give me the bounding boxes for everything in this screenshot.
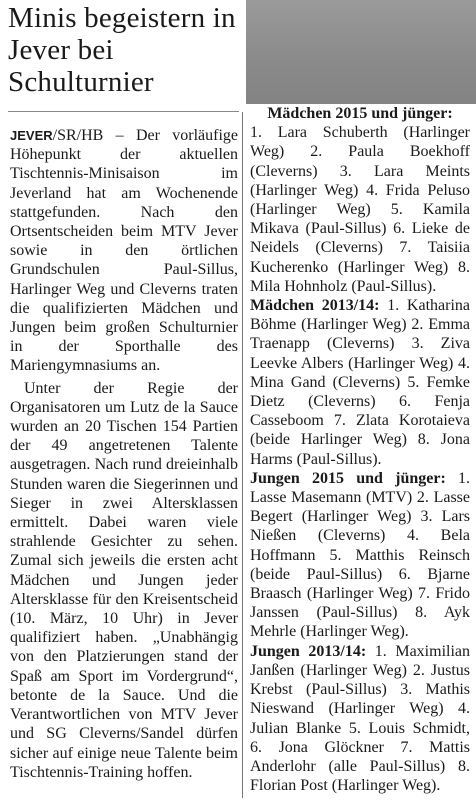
article-body-column [10, 126, 238, 782]
result-list-boys-2013: 1. Maximilian Janßen (Harlinger Weg) 2. Justus Krebst (Paul-Sillus) 3. Mathis Nieswand (Harlinger Weg) 4. Julian Blanke 5. Louis Schmidt, 6. Jona Glöckner 7. Mattis Anderlohr (alle Paul-Sillus) 8. Florian Post (Harlinger Weg). [250, 642, 471, 795]
article-paragraph-1-text: – Der vorläufige Höhepunkt der aktuellen Tischtennis-Minisaison im Jeverland hat am Wochenende stattgefunden. Nach den Ortsentscheiden beim MTV Jever sowie in den örtlichen Grundschulen Paul-Sillus, Harlinger Weg und Cleverns traten die qualifizierten Mädchen und Jungen beim großen Schulturnier in der Sporthalle des Mariengymnasiums an. [10, 127, 238, 375]
column-divider [242, 112, 243, 798]
results-column [250, 104, 470, 795]
result-category-girls-2013: Mädchen 2013/14: [250, 297, 380, 315]
result-list-girls-2015: 1. Lara Schuberth (Harlinger Weg) 2. Paula Boekhoff (Cleverns) 3. Lara Meints (Harlinger Weg) 4. Frida Peluso (Harlinger Weg) 5. Kamila Mikava (Paul-Sillus) 6. Lieke de Neidels (Cleverns) 7. Taisiia Kucherenko (Harlinger Weg) 8. Mila Hohnholz (Paul-Sillus). [250, 124, 470, 295]
headline-rule [8, 111, 239, 112]
result-block-boys-2015 [250, 469, 470, 642]
result-category-boys-2015: Jungen 2015 und jünger: [250, 469, 446, 487]
result-category-girls-2015: Mädchen 2015 und jünger: [267, 105, 453, 122]
article-photo [246, 0, 476, 104]
article-headline: Minis begeistern in Jever bei Schulturnier [8, 2, 236, 98]
result-block-girls-2013 [250, 296, 470, 469]
article-dateline-suffix: /SR/HB [52, 127, 104, 144]
article-paragraph-1 [10, 126, 238, 376]
result-list-girls-2013: 1. Katharina Böhme (Harlinger Weg) 2. Emma Traenapp (Cleverns) 3. Ziva Leevke Albers (Harlinger Weg) 4. Mina Gand (Cleverns) 5. Femke Dietz (Cleverns) 6. Fenja Casseboom 7. Zlata Korotaieva (beide Harlinger Weg) 8. Jona Harms (Paul-Sillus). [250, 297, 471, 468]
result-category-boys-2013: Jungen 2013/14: [250, 642, 367, 660]
results-category-heading [250, 104, 470, 123]
article-paragraph-2: Unter der Regie der Organisatoren um Lutz de la Sauce wurden an 20 Tischen 154 Partien der 49 angetretenen Talente ausgetragen. Nach rund dreieinhalb Stunden waren die Siegerinnen und Sieger in zwei Altersklassen ermittelt. Dabei waren viele strahlende Gesichter zu sehen. Zumal sich jeweils die ersten acht Mädchen und Jungen jeder Altersklasse für den Kreisentscheid (10. März, 10 Uhr) in Jever qualifiziert haben. „Unabhängig von den Platzierungen stand der Spaß am Sport im Vordergrund“, betonte de la Sauce. Und die Verantwortlichen von MTV Jever und SG Cleverns/Sandel dürfen sicher auf einige neue Talente beim Tischtennis-Training hoffen. [10, 379, 238, 781]
result-list-boys-2015: 1. Lasse Masemann (MTV) 2. Lasse Begert (Harlinger Weg) 3. Lars Nießen (Cleverns) 4. Bela Hoffmann 5. Matthis Reinsch (beide Paul-Sillus) 6. Bjarne Braasch (Harlinger Weg) 7. Frido Janssen (Paul-Sillus) 8. Ayk Mehrle (Harlinger Weg). [250, 469, 470, 641]
result-block-boys-2013 [250, 642, 470, 796]
article-dateline: JEVER [10, 128, 53, 143]
